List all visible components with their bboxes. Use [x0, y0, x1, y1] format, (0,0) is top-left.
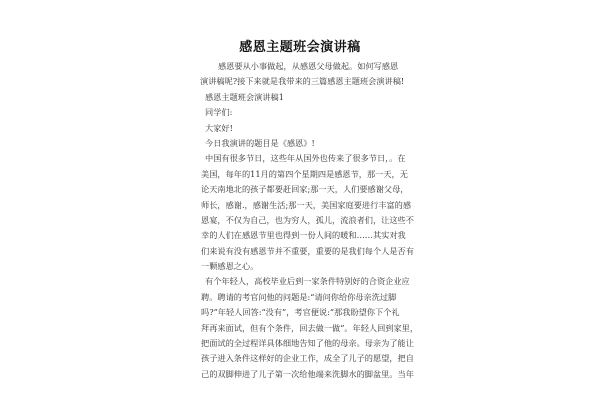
paragraph-1-line-5: 恩宴，不仅为自己，也为穷人，孤儿，流浪者们，让这些不 [201, 214, 414, 225]
paragraph-2-line-5: 把面试的全过程详具体细地告知了他的母亲。母亲为了能让 [201, 338, 414, 349]
paragraph-2-line-6: 孩子进入条件这样好的企业工作，成全了儿子的愿望，把自 [201, 353, 414, 364]
paragraph-1-line-8: 一颗感恩之心。 [201, 261, 259, 272]
paragraph-1-line-7: 们来说有没有感恩节并不重要，重要的是我们每个人是否有 [201, 245, 414, 256]
greeting: 大家好! [205, 122, 233, 133]
paragraph-1-line-1: 中国有很多节日，这些年从国外也传来了很多节日，。在 [205, 153, 406, 164]
paragraph-1-line-2: 美国，每年的11月的第四个星期四是感恩节，那一天，无 [201, 168, 408, 179]
paragraph-1-line-4: 师长，感谢.，感谢生活;那一天，美国家庭要进行丰富的感 [201, 199, 412, 210]
salutation: 同学们: [205, 107, 233, 118]
paragraph-1-line-3: 论天南地北的孩子都要赶回家;那一天，人们要感谢父母， [201, 184, 409, 195]
intro-line-2: 演讲稿呢?接下来就是我带来的三篇感恩主题班会演讲稿! [200, 76, 405, 87]
paragraph-2-line-2: 聘。聘请的考官问他的问题是:“请问你给你母亲洗过脚 [201, 291, 397, 302]
paragraph-2-line-3: 吗?”年轻人回答:“没有”，考官便说:“那我盼望你下个礼 [201, 307, 400, 318]
topic-line: 今日我演讲的题目是《感恩》! [205, 137, 315, 148]
document-title: 感恩主题班会演讲稿 [239, 40, 361, 55]
paragraph-2-line-1: 有个年轻人，高校毕业后到一家条件特别好的合资企业应 [205, 276, 410, 287]
paragraph-2-line-4: 拜再来面试，但有个条件，回去做一做”。年轻人回到家里， [201, 322, 419, 333]
paragraph-2-line-7: 己的双脚伸进了儿子第一次给他端来洗脚水的脚盆里。当年 [201, 368, 414, 379]
section-heading: 感恩主题班会演讲稿1 [205, 91, 284, 102]
intro-line-1: 感恩要从小事做起，从感恩父母做起。如何写感恩 [218, 61, 399, 71]
document-body [200, 59, 419, 382]
paragraph-1-line-6: 幸的人们在感恩节里也得到一份人间的暖和……其实对我 [201, 230, 406, 241]
